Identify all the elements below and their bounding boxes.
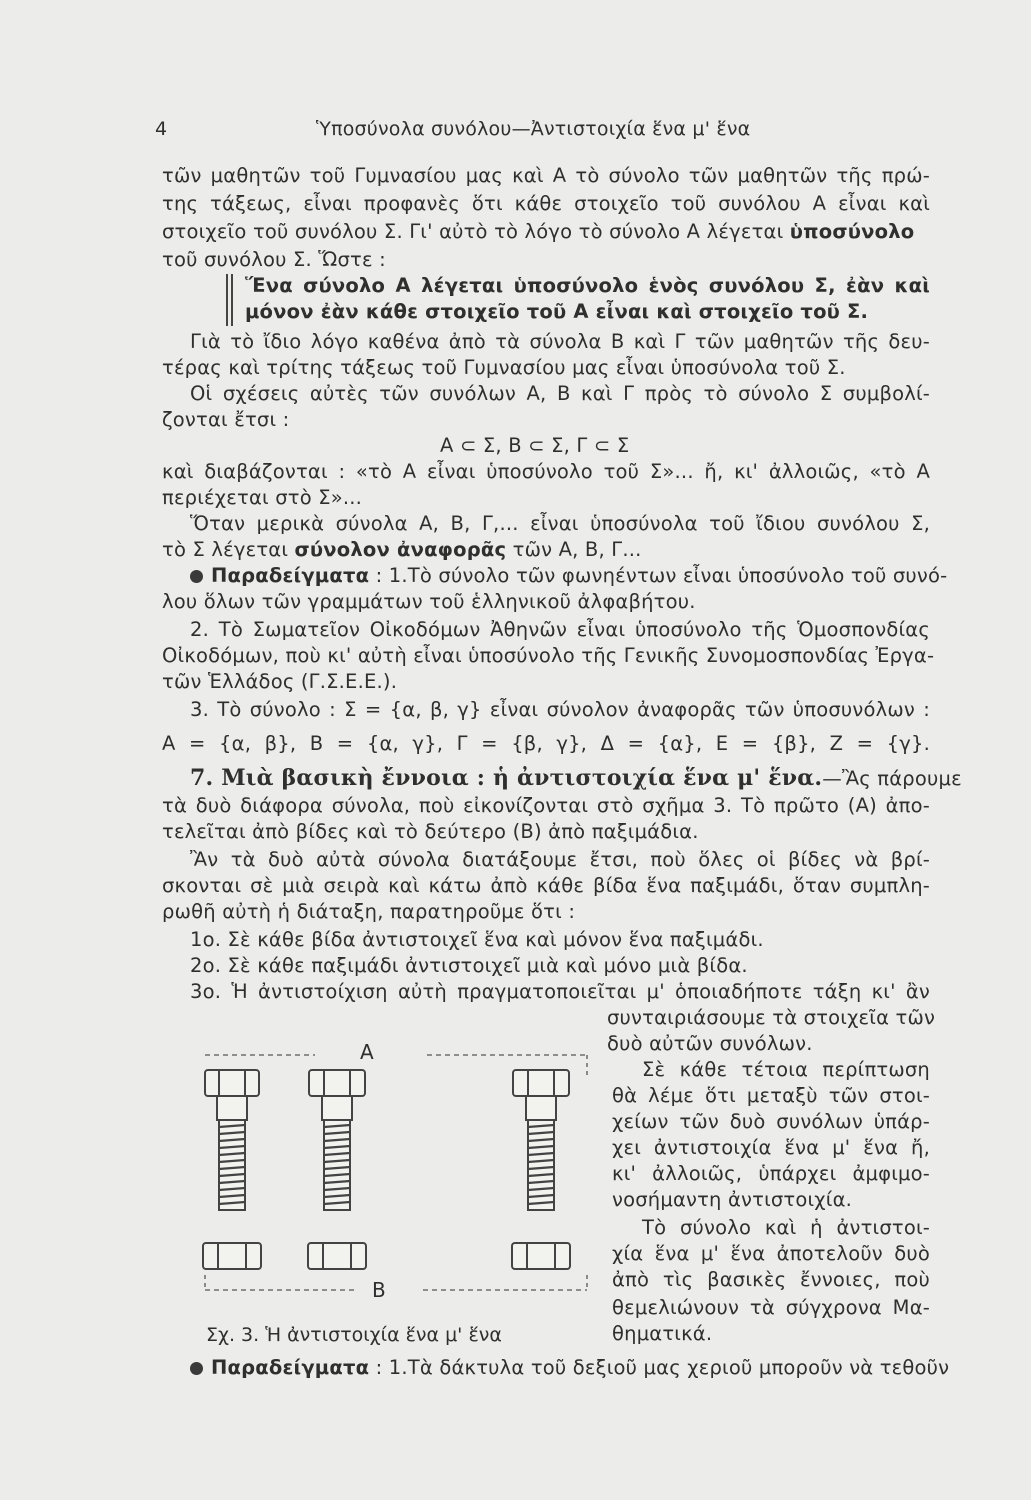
text-line: Γιὰ τὸ ἴδιο λόγο καθένα ἀπὸ τὰ σύνολα Β καὶ Γ τῶν μαθητῶν τῆς δευ- <box>190 330 930 353</box>
text-line: χει ἀντιστοιχία ἕνα μ' ἕνα ἤ, <box>612 1136 930 1159</box>
definition-line: μόνον ἐὰν κάθε στοιχεῖο τοῦ Α εἶναι καὶ στοιχεῖο τοῦ Σ. <box>245 300 869 323</box>
text-line: χία ἕνα μ' ἕνα ἀποτελοῦν δυὸ <box>612 1242 930 1265</box>
nut-icon <box>512 1243 570 1269</box>
text-line: περιέχεται στὸ Σ»... <box>162 486 363 509</box>
figure-label-b: Β <box>372 1278 386 1302</box>
text-line: Οἱ σχέσεις αὐτὲς τῶν συνόλων Α, Β καὶ Γ πρὸς τὸ σύνολο Σ συμβολί- <box>190 382 930 405</box>
list-item: 2ο. Σὲ κάθε παξιμάδι ἀντιστοιχεῖ μιὰ καὶ μόνο μιὰ βίδα. <box>190 954 748 977</box>
examples-label: Παραδείγματα <box>211 564 370 587</box>
text-line: τῶν μαθητῶν τοῦ Γυμνασίου μας καὶ Α τὸ σύνολο τῶν μαθητῶν τῆς πρώ- <box>162 164 930 187</box>
text-line: τοῦ συνόλου Σ. Ὥστε : <box>162 248 386 271</box>
text-line: Ἂν τὰ δυὸ αὐτὰ σύνολα διατάξουμε ἔτσι, ποὺ ὅλες οἱ βίδες νὰ βρί- <box>190 848 930 871</box>
text-line: νοσήμαντη ἀντιστοιχία. <box>612 1188 853 1211</box>
definition-bar <box>231 274 233 326</box>
bullet-icon <box>190 1362 203 1375</box>
text-line: δυὸ αὐτῶν συνόλων. <box>607 1032 813 1055</box>
text-line: τελεῖται ἀπὸ βίδες καὶ τὸ δεύτερο (Β) ἀπὸ παξιμάδια. <box>162 820 699 843</box>
text-line: στοιχεῖο τοῦ συνόλου Σ. Γι' αὐτὸ τὸ λόγο τὸ σύνολο Α λέγεται ὑποσύνολο <box>162 220 915 243</box>
text-line: ἀπὸ τὶς βασικὲς ἔννοιες, ποὺ <box>612 1268 930 1291</box>
text-line: καὶ διαβάζονται : «τὸ Α εἶναι ὑποσύνολο τοῦ Σ»... ἤ, κι' ἀλλοιῶς, «τὸ Α <box>162 460 930 483</box>
text-line: τῶν Ἑλλάδος (Γ.Σ.Ε.Ε.). <box>162 670 398 693</box>
text-line: ζονται ἔτσι : <box>162 408 290 431</box>
subsets-formula: Α = {α, β}, Β = {α, γ}, Γ = {β, γ}, Δ = {α}, Ε = {β}, Ζ = {γ}. <box>162 732 930 755</box>
text-line: θὰ λέμε ὅτι μεταξὺ τῶν στοι- <box>612 1084 930 1107</box>
text-line: τὸ Σ λέγεται σύνολον ἀναφορᾶς τῶν Α, Β, Γ... <box>162 538 642 561</box>
text-line: κι' ἀλλοιῶς, ὑπάρχει ἀμφιμο- <box>612 1162 930 1185</box>
examples-label: Παραδείγματα <box>211 1356 370 1379</box>
figure-caption: Σχ. 3. Ἡ ἀντιστοιχία ἕνα μ' ἕνα <box>206 1324 502 1346</box>
bolts-and-nuts-figure <box>195 1035 600 1305</box>
nut-icon <box>308 1243 366 1269</box>
text-line: θηματικά. <box>612 1322 713 1345</box>
text-line: τὰ δυὸ διάφορα σύνολα, ποὺ εἰκονίζονται στὸ σχῆμα 3. Τὸ πρῶτο (Α) ἀπο- <box>162 794 930 817</box>
section-heading: 7. Μιὰ βασικὴ ἔννοια : ἡ ἀντιστοιχία ἕνα μ' ἕνα.—Ἂς πάρουμε <box>190 765 962 791</box>
list-item: 3ο. Ἡ ἀντιστοίχιση αὐτὴ πραγματοποιεῖται μ' ὁποιαδήποτε τάξη κι' ἂν <box>190 980 930 1003</box>
text-line: Ὅταν μερικὰ σύνολα Α, Β, Γ,... εἶναι ὑποσύνολα τοῦ ἴδιου συνόλου Σ, <box>190 512 930 535</box>
definition-bar <box>226 274 228 326</box>
text-line: τέρας καὶ τρίτης τάξεως τοῦ Γυμνασίου μας εἶναι ὑποσύνολα τοῦ Σ. <box>162 356 846 379</box>
bold-term: ὑποσύνολο <box>789 220 915 243</box>
bullet-icon <box>190 570 203 583</box>
text-line: 2. Τὸ Σωματεῖον Οἰκοδόμων Ἀθηνῶν εἶναι ὑποσύνολο τῆς Ὁμοσπονδίας <box>190 618 930 641</box>
bolt-icon <box>309 1070 365 1210</box>
text-line: Τὸ σύνολο καὶ ἡ ἀντιστοι- <box>642 1216 930 1239</box>
definition-line: Ἕνα σύνολο Α λέγεται ὑποσύνολο ἑνὸς συνόλου Σ, ἐὰν καὶ <box>245 274 930 297</box>
text-line: 3. Τὸ σύνολο : Σ = {α, β, γ} εἶναι σύνολον ἀναφορᾶς τῶν ὑποσυνόλων : <box>190 698 930 721</box>
figure-label-a: Α <box>360 1040 374 1064</box>
list-item: 1ο. Σὲ κάθε βίδα ἀντιστοιχεῖ ἕνα καὶ μόνον ἕνα παξιμάδι. <box>190 928 764 951</box>
text-line: χείων τῶν δυὸ συνόλων ὑπάρ- <box>612 1110 930 1133</box>
text-line: συνταιριάσουμε τὰ στοιχεῖα τῶν <box>607 1006 936 1029</box>
bolt-icon <box>205 1070 259 1210</box>
text-line: λου ὅλων τῶν γραμμάτων τοῦ ἑλληνικοῦ ἀλφαβήτου. <box>162 590 696 613</box>
running-title: Ὑποσύνολα συνόλου—Ἀντιστοιχία ἕνα μ' ἕνα <box>316 118 751 140</box>
bold-term: σύνολον ἀναφορᾶς <box>294 538 507 561</box>
text-line: Σὲ κάθε τέτοια περίπτωση <box>642 1058 930 1081</box>
examples-line: Παραδείγματα : 1.Τὰ δάκτυλα τοῦ δεξιοῦ μας χεριοῦ μποροῦν νὰ τεθοῦν <box>190 1356 930 1380</box>
text-line: της τάξεως, εἶναι προφανὲς ὅτι κάθε στοιχεῖο τοῦ συνόλου Α εἶναι καὶ <box>162 192 930 215</box>
text-line: θεμελιώνουν τὰ σύγχρονα Μα- <box>612 1296 930 1319</box>
nut-icon <box>203 1243 261 1269</box>
bolt-icon <box>513 1070 569 1210</box>
page-number: 4 <box>155 118 168 140</box>
examples-line: Παραδείγματα : 1.Τὸ σύνολο τῶν φωνηέντων εἶναι ὑποσύνολο τοῦ συνό- <box>190 564 930 588</box>
subset-formula: Α ⊂ Σ, Β ⊂ Σ, Γ ⊂ Σ <box>440 434 630 457</box>
text-line: σκονται σὲ μιὰ σειρὰ καὶ κάτω ἀπὸ κάθε βίδα ἕνα παξιμάδι, ὅταν συμπλη- <box>162 874 930 897</box>
text-line: ρωθῆ αὐτὴ ἡ διάταξη, παρατηροῦμε ὅτι : <box>162 900 576 923</box>
text-line: Οἰκοδόμων, ποὺ κι' αὐτὴ εἶναι ὑποσύνολο τῆς Γενικῆς Συνομοσπονδίας Ἐργα- <box>162 644 935 667</box>
